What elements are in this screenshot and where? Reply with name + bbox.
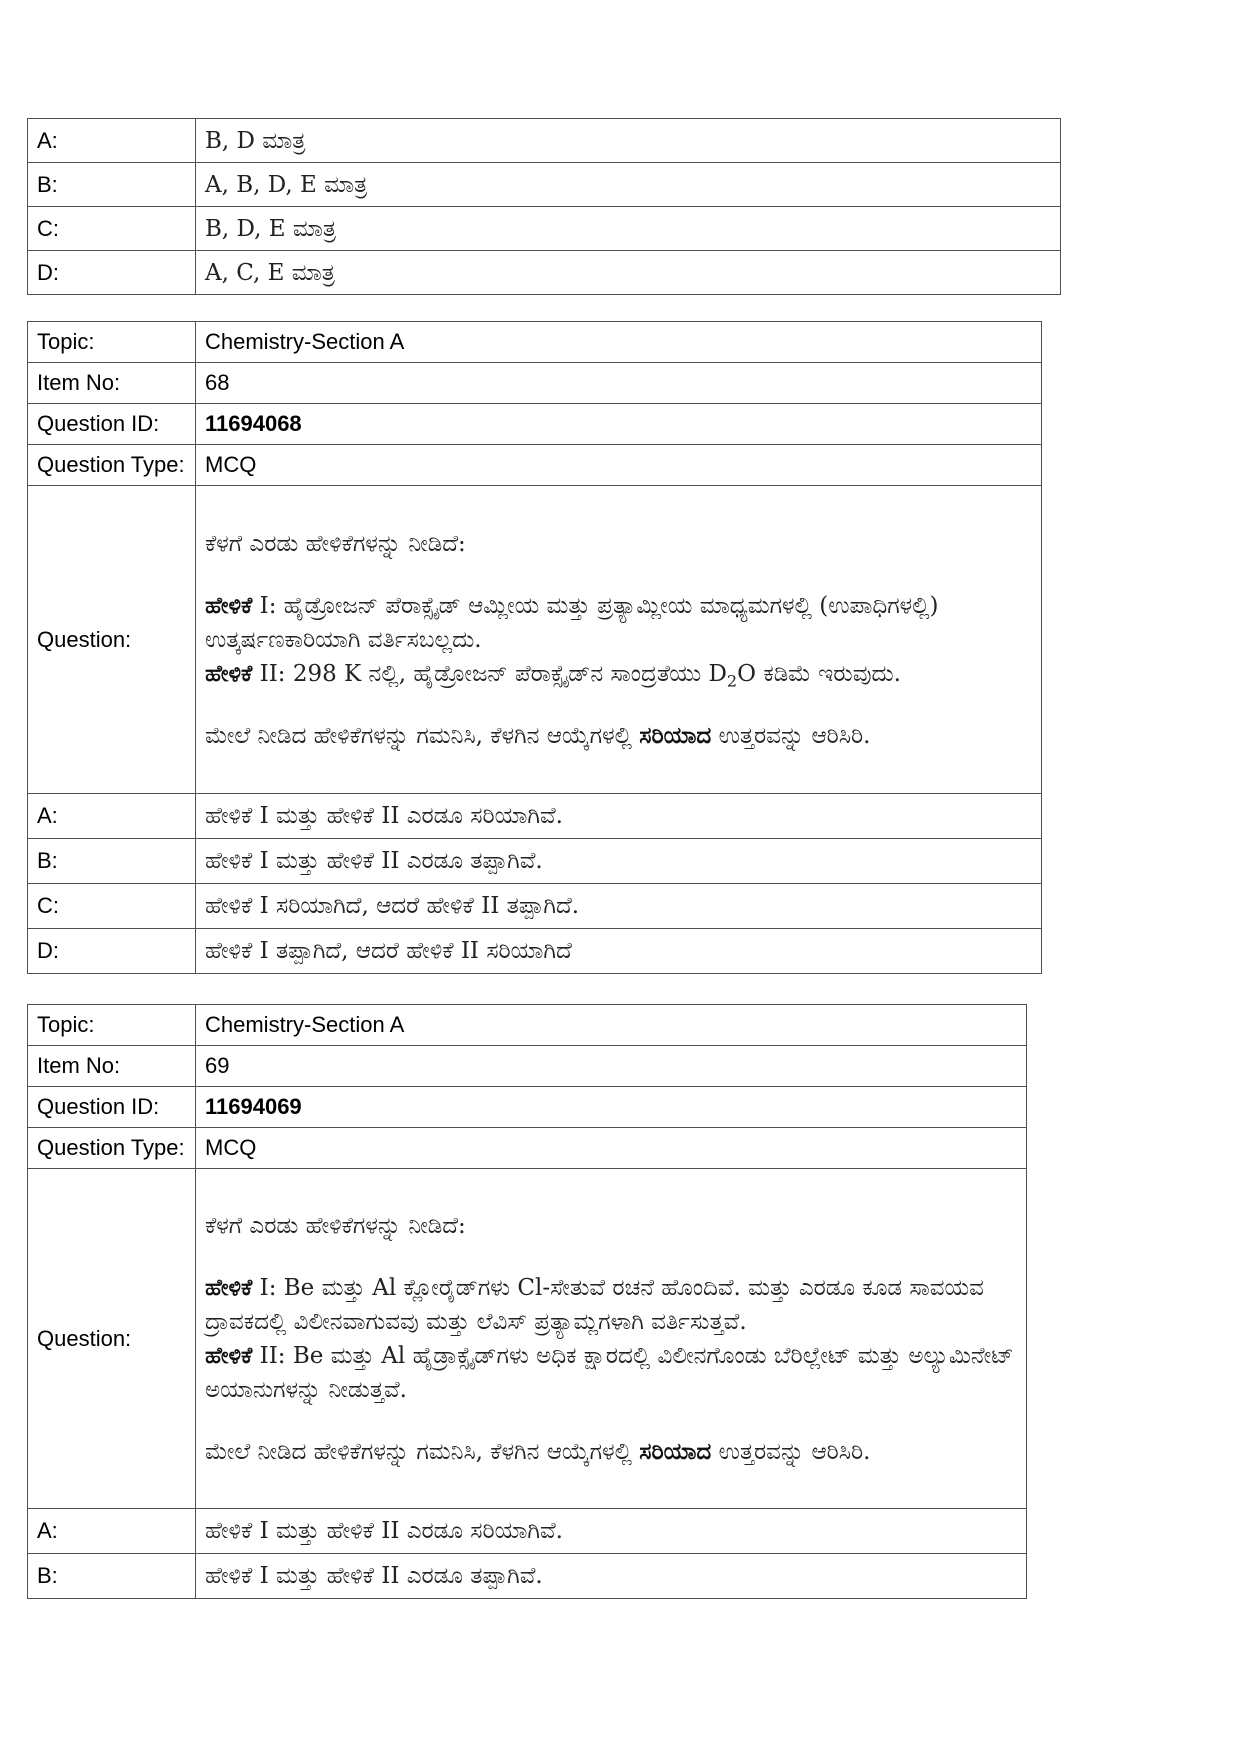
option-key: A: <box>28 794 196 839</box>
item-no-value: 68 <box>196 363 1042 404</box>
item-no-row <box>28 1046 1027 1087</box>
option-row-c <box>28 207 1061 251</box>
option-text: ಹೇಳಿಕೆ I ಮತ್ತು ಹೇಳಿಕೆ II ಎರಡೂ ತಪ್ಪಾಗಿವೆ. <box>196 839 1042 884</box>
question-intro: ಕೆಳಗೆ ಎರಡು ಹೇಳಿಕೆಗಳನ್ನು ನೀಡಿದೆ: <box>205 530 466 557</box>
statement-text: I: Be ಮತ್ತು Al ಕ್ಲೋರೈಡ್‌ಗಳು Cl-ಸೇತುವೆ ರಚನೆ ಹೊಂದಿವೆ. ಮತ್ತು ಎರಡೂ ಕೂಡ ಸಾವಯವ ದ್ರಾವಕದಲ್ಲಿ ವಿಲೀನವಾಗುವವು ಮತ್ತು ಲೆವಿಸ್ ಪ್ರತ್ಯಾಮ್ಲಗಳಾಗಿ ವರ್ತಿಸುತ್ತವೆ. <box>205 1274 984 1335</box>
option-key: A: <box>28 1509 196 1554</box>
instruction-after: ಉತ್ತರವನ್ನು ಆರಿಸಿರಿ. <box>711 1438 871 1465</box>
question-body <box>196 486 1042 794</box>
item-no-label: Item No: <box>28 1046 196 1087</box>
question-type-value: MCQ <box>196 1128 1027 1169</box>
question-type-value: MCQ <box>196 445 1042 486</box>
instruction-before: ಮೇಲೆ ನೀಡಿದ ಹೇಳಿಕೆಗಳನ್ನು ಗಮನಿಸಿ, ಕೆಳಗಿನ ಆಯ್ಕೆಗಳಲ್ಲಿ <box>205 1438 640 1465</box>
question-id-label: Question ID: <box>28 404 196 445</box>
statement-text: II: 298 K ನಲ್ಲಿ, ಹೈಡ್ರೋಜನ್ ಪೆರಾಕ್ಸೈಡ್‌ನ ಸಾಂದ್ರತೆಯು D <box>259 660 727 687</box>
topic-label: Topic: <box>28 1005 196 1046</box>
item-no-value: 69 <box>196 1046 1027 1087</box>
statement-label: ಹೇಳಿಕೆ <box>205 591 253 619</box>
option-row-a <box>28 1509 1027 1554</box>
statement-2 <box>205 1339 1017 1407</box>
question-id-value: 11694068 <box>196 404 1042 445</box>
option-row-a <box>28 794 1042 839</box>
statement-label: ಹೇಳಿಕೆ <box>205 1341 253 1369</box>
statements <box>205 1271 1017 1407</box>
statement-1 <box>205 1271 1017 1339</box>
option-key: C: <box>28 207 196 251</box>
option-row-a <box>28 119 1061 163</box>
question-id-label: Question ID: <box>28 1087 196 1128</box>
option-text: A, B, D, E ಮಾತ್ರ <box>196 163 1061 207</box>
statement-text: I: ಹೈಡ್ರೋಜನ್ ಪೆರಾಕ್ಸೈಡ್ ಆಮ್ಲೀಯ ಮತ್ತು ಪ್ರತ್ಯಾಮ್ಲೀಯ ಮಾಧ್ಯಮಗಳಲ್ಲಿ (ಉಪಾಧಿಗಳಲ್ಲಿ) ಉತ್ಕರ್ಷಣಕಾರಿಯಾಗಿ ವರ್ತಿಸಬಲ್ಲದು. <box>205 592 939 653</box>
question-row <box>28 1169 1027 1509</box>
question-id-row <box>28 1087 1027 1128</box>
option-text: ಹೇಳಿಕೆ I ತಪ್ಪಾಗಿದೆ, ಆದರೆ ಹೇಳಿಕೆ II ಸರಿಯಾಗಿದೆ <box>196 929 1042 974</box>
option-key: B: <box>28 839 196 884</box>
topic-value: Chemistry-Section A <box>196 322 1042 363</box>
question-body <box>196 1169 1027 1509</box>
option-key: B: <box>28 1554 196 1599</box>
option-key: C: <box>28 884 196 929</box>
question-instruction <box>205 719 1032 753</box>
option-row-b <box>28 163 1061 207</box>
option-row-c <box>28 884 1042 929</box>
question-id-value: 11694069 <box>196 1087 1027 1128</box>
statement-text-after: O ಕಡಿಮೆ ಇರುವುದು. <box>737 660 901 687</box>
option-key: B: <box>28 163 196 207</box>
previous-question-options-table <box>27 118 1061 295</box>
option-text: ಹೇಳಿಕೆ I ಮತ್ತು ಹೇಳಿಕೆ II ಎರಡೂ ಸರಿಯಾಗಿವೆ. <box>196 1509 1027 1554</box>
question-type-row <box>28 1128 1027 1169</box>
statement-label: ಹೇಳಿಕೆ <box>205 659 253 687</box>
option-text: A, C, E ಮಾತ್ರ <box>196 251 1061 295</box>
question-intro: ಕೆಳಗೆ ಎರಡು ಹೇಳಿಕೆಗಳನ್ನು ನೀಡಿದೆ: <box>205 1212 466 1239</box>
question-instruction <box>205 1435 1017 1469</box>
question-table-69 <box>27 1004 1027 1599</box>
option-row-d <box>28 929 1042 974</box>
topic-row <box>28 322 1042 363</box>
question-type-row <box>28 445 1042 486</box>
option-text: B, D ಮಾತ್ರ <box>196 119 1061 163</box>
question-label: Question: <box>28 486 196 794</box>
statement-label: ಹೇಳಿಕೆ <box>205 1273 253 1301</box>
question-type-label: Question Type: <box>28 1128 196 1169</box>
question-table-68 <box>27 321 1042 974</box>
statement-1 <box>205 589 1032 657</box>
option-row-b <box>28 1554 1027 1599</box>
option-text: ಹೇಳಿಕೆ I ಮತ್ತು ಹೇಳಿಕೆ II ಎರಡೂ ತಪ್ಪಾಗಿವೆ. <box>196 1554 1027 1599</box>
item-no-label: Item No: <box>28 363 196 404</box>
option-text: B, D, E ಮಾತ್ರ <box>196 207 1061 251</box>
option-text: ಹೇಳಿಕೆ I ಮತ್ತು ಹೇಳಿಕೆ II ಎರಡೂ ಸರಿಯಾಗಿವೆ. <box>196 794 1042 839</box>
topic-row <box>28 1005 1027 1046</box>
subscript: 2 <box>726 671 738 691</box>
option-key: D: <box>28 929 196 974</box>
question-label: Question: <box>28 1169 196 1509</box>
statement-text: II: Be ಮತ್ತು Al ಹೈಡ್ರಾಕ್ಸೈಡ್‌ಗಳು ಅಧಿಕ ಕ್ಷಾರದಲ್ಲಿ ವಿಲೀನಗೊಂಡು ಬೆರಿಲ್ಲೇಟ್ ಮತ್ತು ಅಲ್ಯುಮಿನೇಟ್ ಅಯಾನುಗಳನ್ನು ನೀಡುತ್ತವೆ. <box>205 1342 1014 1403</box>
question-type-label: Question Type: <box>28 445 196 486</box>
question-row <box>28 486 1042 794</box>
option-row-d <box>28 251 1061 295</box>
instruction-emphasis: ಸರಿಯಾದ <box>639 1437 712 1465</box>
item-no-row <box>28 363 1042 404</box>
topic-value: Chemistry-Section A <box>196 1005 1027 1046</box>
topic-label: Topic: <box>28 322 196 363</box>
option-row-b <box>28 839 1042 884</box>
instruction-after: ಉತ್ತರವನ್ನು ಆರಿಸಿರಿ. <box>711 722 871 749</box>
option-text: ಹೇಳಿಕೆ I ಸರಿಯಾಗಿದೆ, ಆದರೆ ಹೇಳಿಕೆ II ತಪ್ಪಾಗಿದೆ. <box>196 884 1042 929</box>
statement-2 <box>205 657 1032 691</box>
question-id-row <box>28 404 1042 445</box>
instruction-before: ಮೇಲೆ ನೀಡಿದ ಹೇಳಿಕೆಗಳನ್ನು ಗಮನಿಸಿ, ಕೆಳಗಿನ ಆಯ್ಕೆಗಳಲ್ಲಿ <box>205 722 640 749</box>
option-key: A: <box>28 119 196 163</box>
statements <box>205 589 1032 691</box>
option-key: D: <box>28 251 196 295</box>
instruction-emphasis: ಸರಿಯಾದ <box>639 721 712 749</box>
